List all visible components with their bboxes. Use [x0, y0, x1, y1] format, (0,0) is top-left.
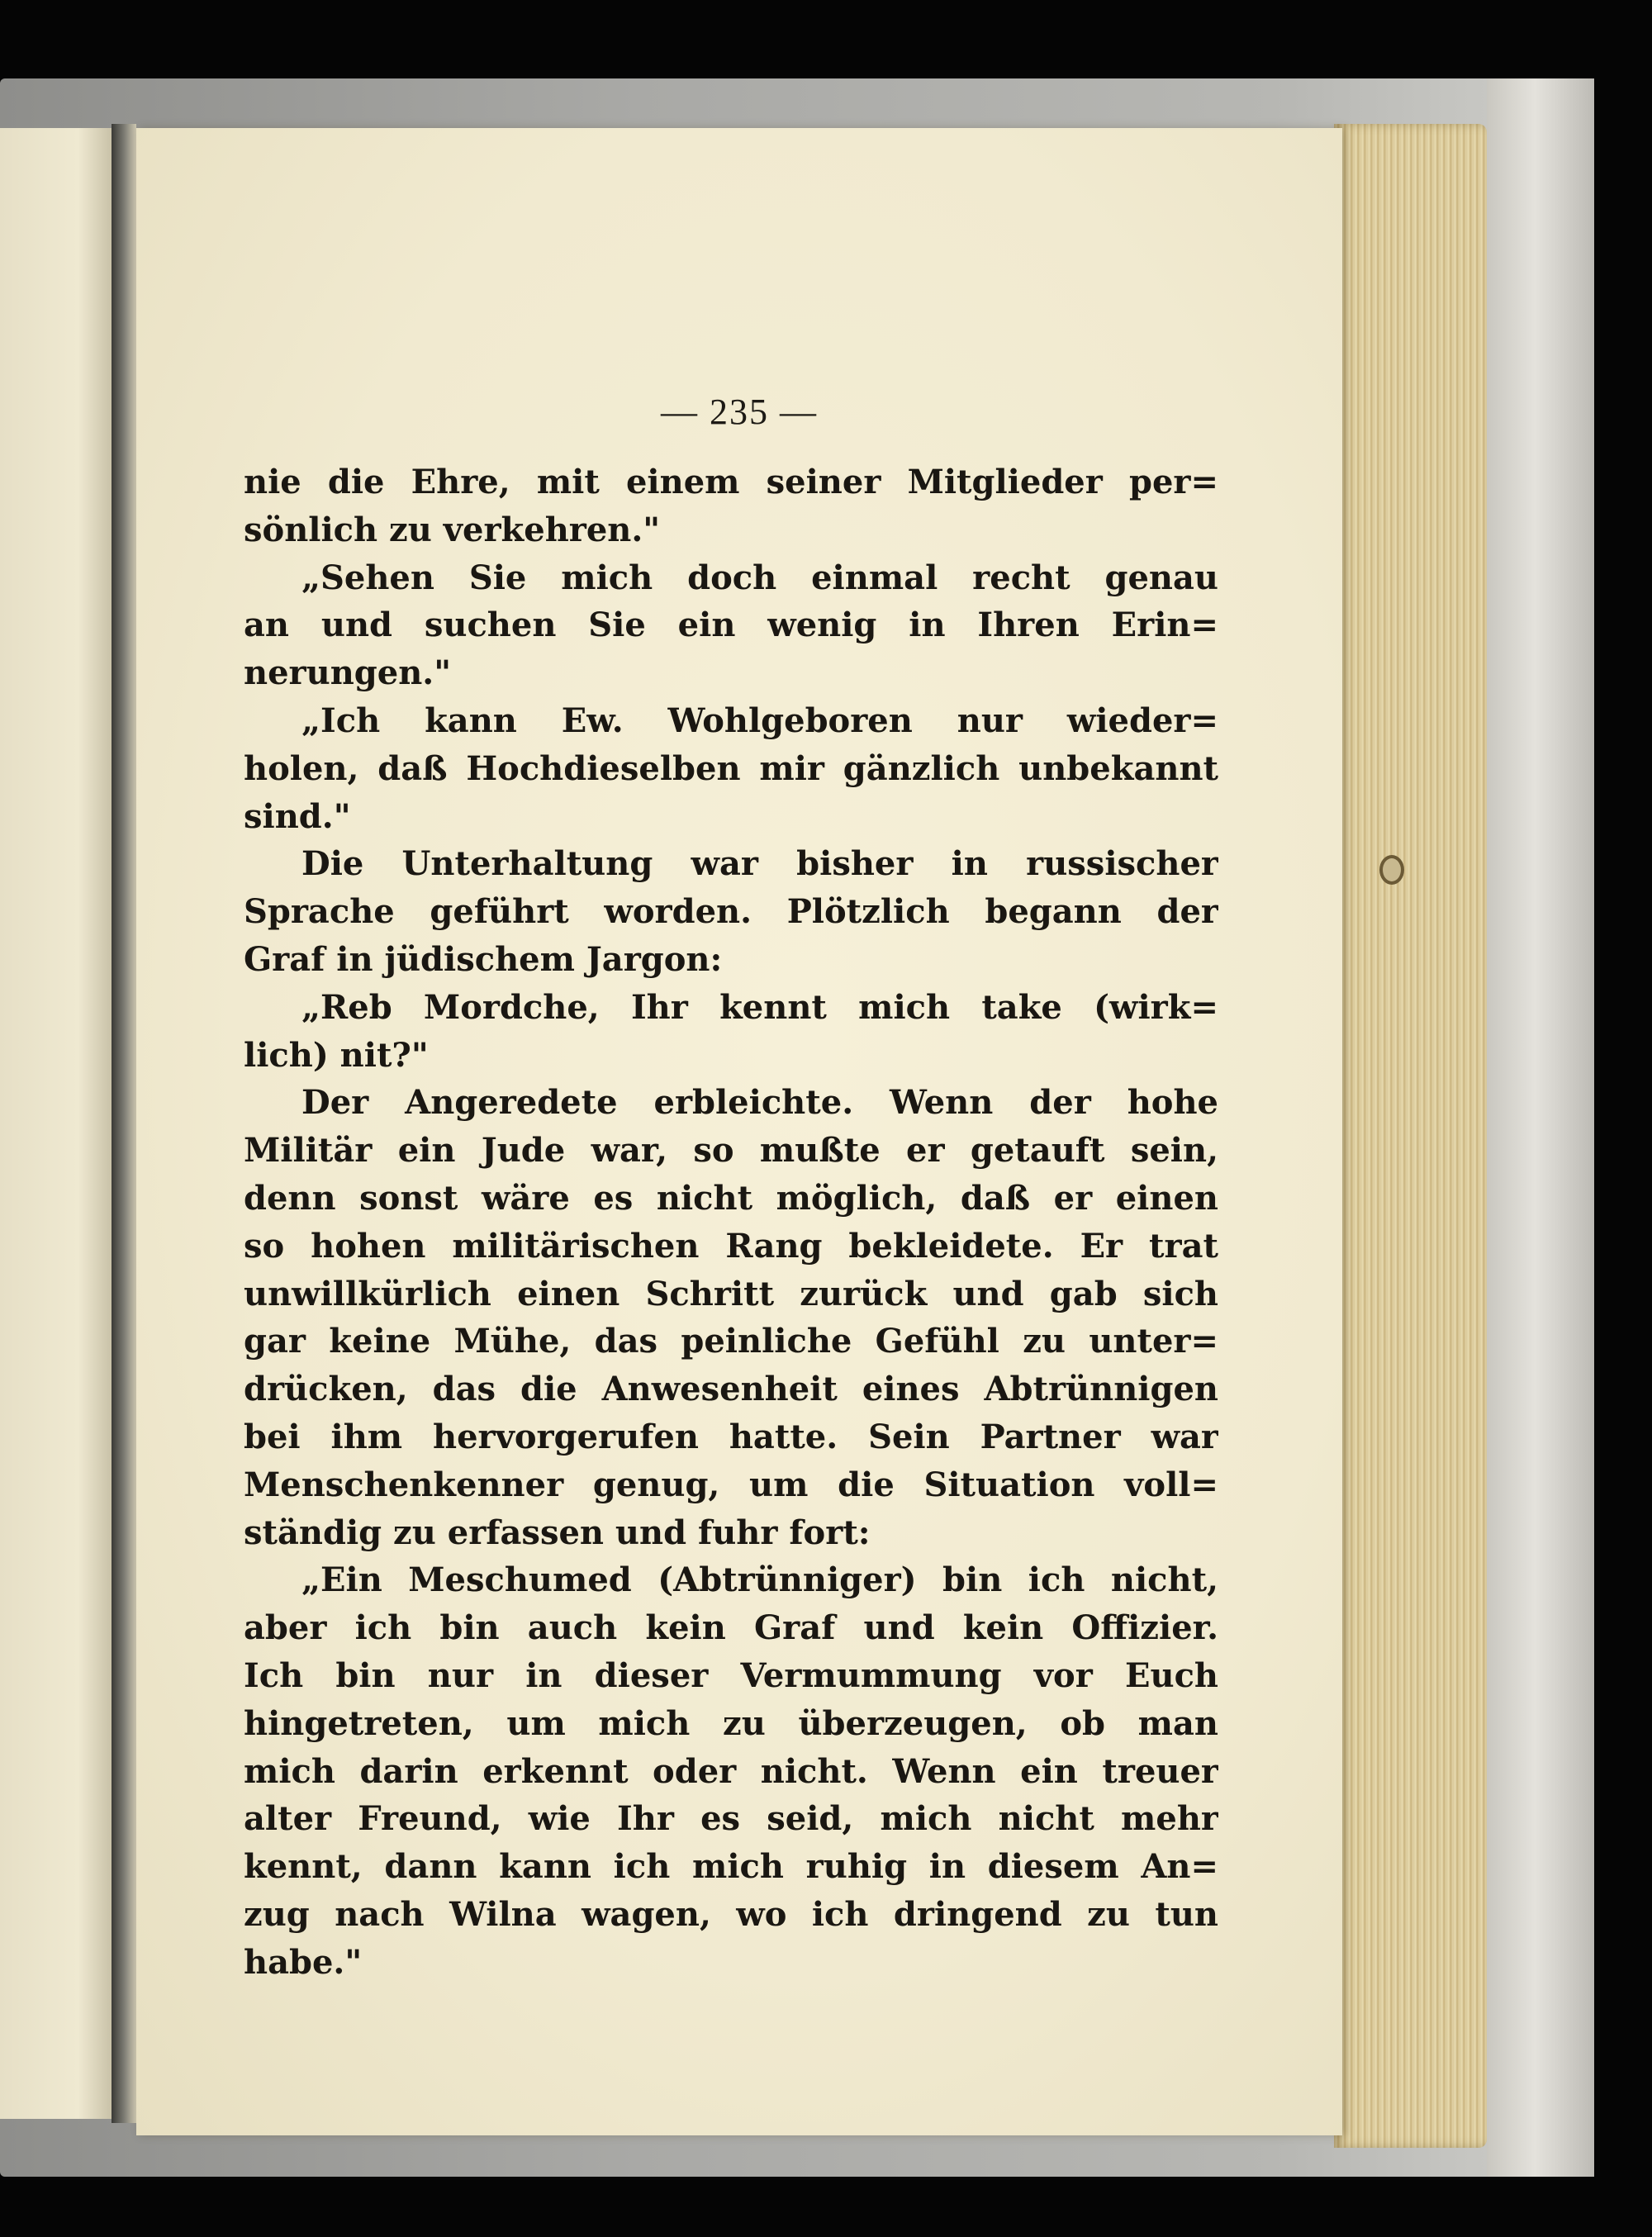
text-line: sönlich zu verkehren."	[244, 510, 661, 549]
page-text	[244, 458, 1218, 1987]
text-line: so hohen militärischen Rang bekleidete. Er trat	[244, 1226, 1218, 1266]
text-line: an und suchen Sie ein wenig in Ihren Erin=	[244, 606, 1218, 645]
text-line: zug nach Wilna wagen, wo ich dringend zu tun	[244, 1894, 1218, 1934]
text-line: drücken, das die Anwesenheit eines Abtrünnigen	[244, 1370, 1218, 1409]
text-line: „Ein Meschumed (Abtrünniger) bin ich nicht,	[301, 1560, 1218, 1600]
page-block-edges	[1334, 124, 1487, 2148]
text-line: aber ich bin auch kein Graf und kein Offizier.	[244, 1608, 1218, 1648]
text-line: unwillkürlich einen Schritt zurück und gab sich	[244, 1274, 1218, 1313]
page-number: — 235 —	[661, 392, 818, 432]
text-line: bei ihm hervorgerufen hatte. Sein Partner war	[244, 1417, 1218, 1456]
previous-page-edge	[0, 128, 112, 2119]
text-line: „Ich kann Ew. Wohlgeboren nur wieder=	[301, 701, 1218, 740]
text-line: Ich bin nur in dieser Vermummung vor Euch	[244, 1655, 1218, 1695]
text-line: Die Unterhaltung war bisher in russischer	[301, 844, 1218, 884]
text-line: kennt, dann kann ich mich ruhig in diesem An=	[244, 1847, 1218, 1887]
text-line: gar keine Mühe, das peinliche Gefühl zu unter=	[244, 1322, 1218, 1361]
text-line: nie die Ehre, mit einem seiner Mitglieder per=	[244, 463, 1218, 501]
book-page	[136, 128, 1342, 2135]
text-line: alter Freund, wie Ihr es seid, mich nicht mehr	[244, 1799, 1218, 1839]
text-line: denn sonst wäre es nicht möglich, daß er einen	[244, 1178, 1218, 1218]
text-line: lich) nit?"	[244, 1035, 429, 1075]
text-line: Der Angeredete erbleichte. Wenn der hohe	[301, 1083, 1218, 1123]
text-line: habe."	[244, 1942, 363, 1982]
paper-stain	[1379, 855, 1404, 885]
text-line: „Reb Mordche, Ihr kennt mich take (wirk=	[301, 987, 1218, 1027]
book-gutter	[112, 124, 136, 2123]
book-cover-edge	[1487, 78, 1594, 2177]
text-line: Graf in jüdischem Jargon:	[244, 939, 723, 979]
text-line: Menschenkenner genug, um die Situation voll=	[244, 1465, 1218, 1504]
text-line: mich darin erkennt oder nicht. Wenn ein treuer	[244, 1751, 1218, 1791]
text-line: hingetreten, um mich zu überzeugen, ob man	[244, 1703, 1218, 1743]
text-line: „Sehen Sie mich doch einmal recht genau	[301, 558, 1218, 597]
text-line: ständig zu erfassen und fuhr fort:	[244, 1513, 871, 1552]
text-line: Sprache geführt worden. Plötzlich begann der	[244, 892, 1218, 932]
text-line: sind."	[244, 796, 351, 836]
text-line: nerungen."	[244, 653, 452, 693]
text-line: Militär ein Jude war, so mußte er getauft sein,	[244, 1131, 1218, 1171]
text-line: holen, daß Hochdieselben mir gänzlich unbekannt	[244, 748, 1218, 788]
